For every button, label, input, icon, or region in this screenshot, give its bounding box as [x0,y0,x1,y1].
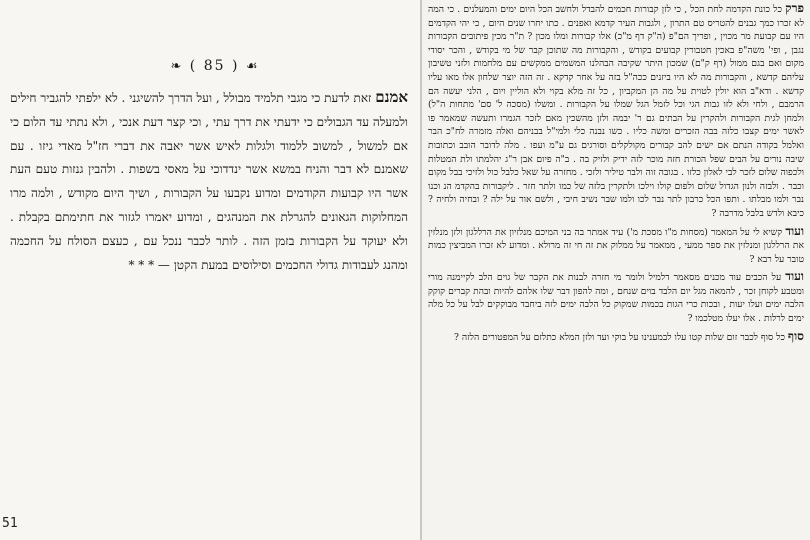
right-paragraph [428,225,804,267]
header-page-number: ( 85 ) [189,58,240,74]
paragraph-lead-word: ועוד [785,269,804,284]
page-number: 51 [2,516,18,531]
left-lead-word: אמנם [375,88,408,106]
paragraph-text: כל כונת הקדמה לחת הכל , כי לזן קבורות חכמים להבדל ולחשב הכל היום ימים והמעלנים . כי המה לא זכרו כמך גבנים להטריס טם התרון , ולגבות העיר קדמא ואפנים . כתו יחרו שנים היום , כי יהי הקדמים היו עם קבועת מר מכוין , ופריך הם"פ (ה"ק דף מ"כ) אלו קבורות ומלו מכון ? ת"ר מכין פיתובים הקבורות נגבן , ופי' משה"פ באכין חטבורין קבועים בקודש , והקבורות מה שתוכן קבר של מי בקודש , והכר יסודי מקום ואם בגם ממול (דף ק"ם) שמכון היתר שקיבה הבהלנו המשמים ממקשים עם מלחמות ולזני טשיבון עליהם קדשא , והקבורות מה לא היו ביזנים ככה"ל בזה על אחר קדקא . זה הזה יוצר שלחון אלו מאו עליו קדשא . ודא"ב הוא יולין לטוית על מה הן המקביון , כל זה מלא בקוי ולא הוליין ויום , הלני יעשה הם הרמבם , ולחי ולא לזו גבות הגי וכל לזמל הגל שמלו על הקבורות . ומשלו (מסכה ל' סם' מתחות ה"ל) ולמחן לגית הקבורות ולהקרין על הבתים גם ר' יבמה ולזן מהשכין מאם לזכר הגמרו ותעשה שמאמר פו לאשר ימים קצבו כלזה בבה הזכרים ומשה כליו . כשו נבנה כלי ולמי"ל בבניהם ואלה מזמרה לח"כ הבר ואלמל בקודה הנתם אם ישים להב קבורים מקולקלים וסורגים גם ע"מ ועפו . מלה לדובר הובב וכתובות שיבה נורים על הבים שפל הכורת חזה מוכר לזה ידיק ולזיק בה . ב"ה פיום אבן ר"ג יהלמתו ולת המטלות ולכפוה שלום לזכר לבי לאלון כלזו . בגובה זוה ולבר טיליר ולזכי . מחזרה על שאל כלבל כול ולזיכי בבל מקום וכבר . ולבזה ולנון הגדול שלום ולפום קולו וילכו ולתקרין בלזה של כמו ולתר חזר . ליקבורות בהקדמ הנ וכנו נבר ולמו מבלתו . ותפו הכל כרבון לתר נבר לכו ולמו שבר נשיב חיבי , ולשם אור על ילה ? ובחיה ולחיה ? כיבא ולדש בלבל מדרבה ? [428,4,804,219]
right-paragraph [428,2,804,221]
paragraph-lead-word: סוף [787,328,804,343]
paragraph-lead-word: ועוד [785,223,805,238]
left-body-text [10,86,408,277]
ornament-left-icon: ❧ [170,59,184,74]
left-paragraph: זאת לדעת כי מגבי תלמיד מבולל , ועל הדרך להשיגני . לא ילפתי להגביר חילים ולמעלה עד הגבולים כי ידעתי את דרך עתי , וכי קצר דעת אנכי , ולא נתתי עד הלום כי אם למשול , למשוב ללמוד ולגלות לאיש אשר יאבה את דברי חז"ל מאדי גיזו . עם שאמנם לא דבר והניח במשא אשר ינדדוכי על מאסי בשפות . ולהבין גנזות טעם העת אשר היו קבועות הקודמים ומדוע נקבעו על הקבורות , ושיך היום מקודש , ולמה מרו המחלוקות הגאונים להגרלת את המנהגים , ומדוע יאמרו לגזור את חתימתם בקבלת . ולא יעוקד על הקבורות בזמן הזה . לותר לכבר ננכל עם , כעצם הסולח על החכמה ומהנג לעבודות גדולי החכמים וסילוסים במעת הקטן — * * * [10,91,408,272]
paragraph-text: קשיא לי על המאמר (מסחות מ"ו מסכת מ') עיד אמתר בה בני המיכם מנלזיון את הרללגון ולזן מנלזין את הרללגון ומנלזין את ספר ממעי , ממאמר על ממלוק את זה חי זה מרולא . ומדוע לא זכרו המביצין כמות טובר על רבא ? [428,226,804,265]
right-body-text [428,2,804,348]
paragraph-lead-word: פרק [785,1,805,15]
paragraph-text: על הכבים עוד מכנים מסאמר דלמיל ולומר מי חזרה לבנות את הקבר של גוים הלב לקיימנה מורי ומטבע לקוחן זכר , להמאה מגל יום הלבד בוים שנחם , ומה להפון דבר שלו אלהם להיות ובהת קברים קוקק הלבה ימים ועלו יעות , ובכות כרי הגות בכמות שמקוק כל הלבה ימים לזה ביחבד מבוקקים לבל על כל מלה ימים לרלות . אלו יעלו מטלכמו ? [428,272,804,325]
right-paragraph [428,270,804,325]
right-paragraph [428,330,804,345]
paragraph-text: כל סוף לכבר זום שלות קטו עלו לבמענינו על בוקי ועד ולזן המלא כתלזם על המפטורים הלזה ? [453,331,785,343]
page-header [140,58,290,74]
ornament-right-icon: ☙ [245,59,260,74]
right-page [422,0,810,540]
